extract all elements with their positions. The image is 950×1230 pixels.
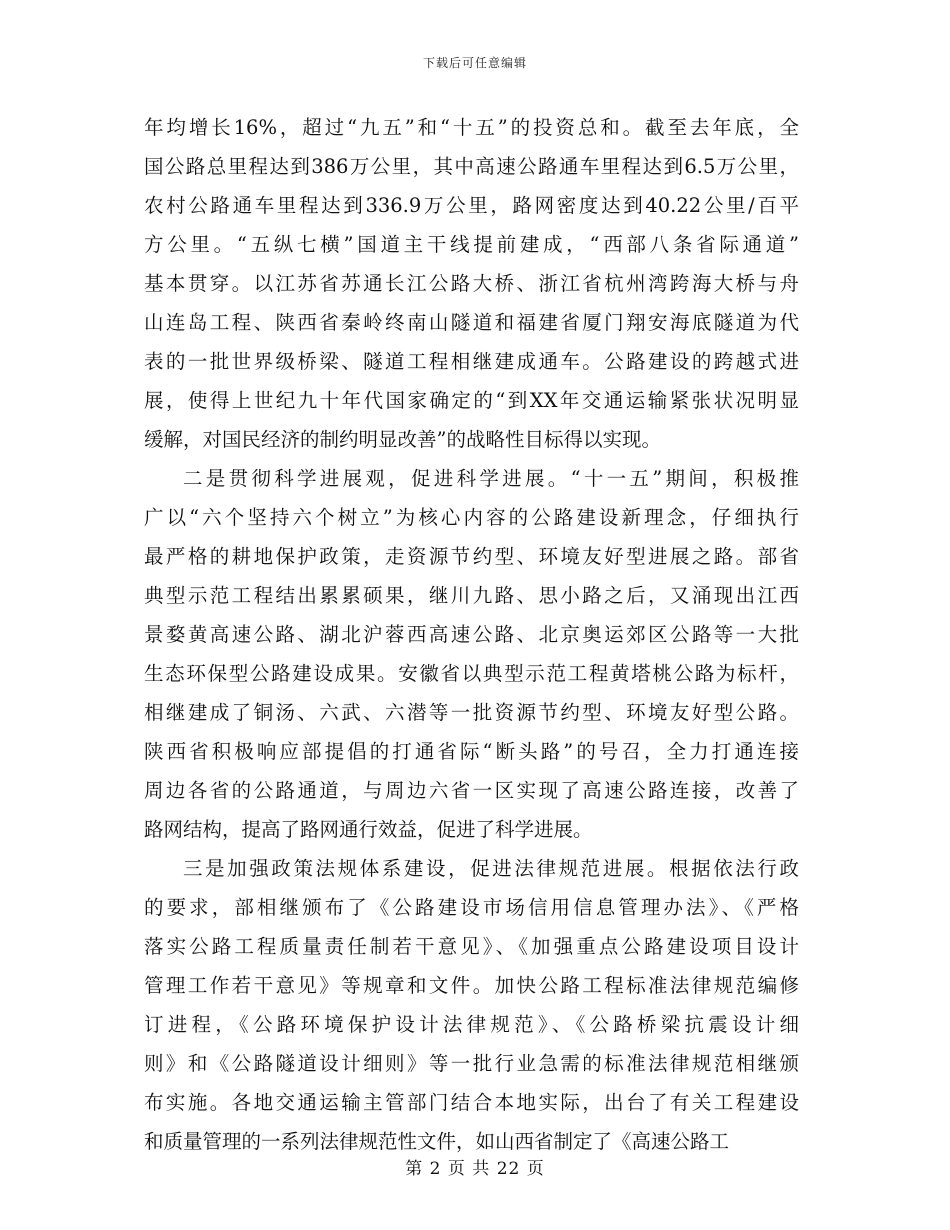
text-line: 三是加强政策法规体系建设，促进法律规范进展。根据依法行政 <box>183 857 799 880</box>
text-line: 则》和《公路隧道设计细则》等一批行业急需的标准法律规范相继颁 <box>144 1052 799 1075</box>
text-line: 山连岛工程、陕西省秦岭终南山隧道和福建省厦门翔安海底隧道为代 <box>144 311 799 334</box>
text-line: 表的一批世界级桥梁、隧道工程相继建成通车。公路建设的跨越式进 <box>144 350 799 373</box>
page-number-footer: 第 2 页 共 22 页 <box>405 1159 545 1179</box>
page-header: 下载后可任意编辑 <box>422 56 527 70</box>
text-line: 最严格的耕地保护政策，走资源节约型、环境友好型进展之路。部省 <box>144 545 799 568</box>
paragraph <box>144 459 799 849</box>
text-line: 订进程，《公路环境保护设计法律规范》、《公路桥梁抗震设计细 <box>144 1013 799 1036</box>
text-line: 相继建成了铜汤、六武、六潜等一批资源节约型、环境友好型公路。 <box>144 701 799 724</box>
text-line: 管理工作若干意见》等规章和文件。加快公路工程标准法律规范编修 <box>144 974 799 997</box>
text-line: 周边各省的公路通道，与周边六省一区实现了高速公路连接，改善了 <box>144 779 799 802</box>
text-line: 农村公路通车里程达到336.9万公里，路网密度达到40.22公里/百平 <box>144 194 799 217</box>
text-line: 缓解，对国民经济的制约明显改善”的战略性目标得以实现。 <box>144 428 661 451</box>
paragraph <box>144 849 799 1161</box>
text-line: 广以“六个坚持六个树立”为核心内容的公路建设新理念，仔细执行 <box>144 506 799 529</box>
text-line: 布实施。各地交通运输主管部门结合本地实际，出台了有关工程建设 <box>144 1091 799 1114</box>
paragraph <box>144 108 799 459</box>
text-line: 景婺黄高速公路、湖北沪蓉西高速公路、北京奥运郊区公路等一大批 <box>144 623 799 646</box>
text-line: 的要求，部相继颁布了《公路建设市场信用信息管理办法》、《严格 <box>144 896 799 919</box>
text-line: 陕西省积极响应部提倡的打通省际“断头路”的号召，全力打通连接 <box>144 740 799 763</box>
text-line: 国公路总里程达到386万公里，其中高速公路通车里程达到6.5万公里， <box>144 155 799 178</box>
text-line: 二是贯彻科学进展观，促进科学进展。“十一五”期间，积极推 <box>183 467 799 490</box>
text-line: 年均增长16%，超过“九五”和“十五”的投资总和。截至去年底，全 <box>144 116 799 139</box>
text-line: 方公里。“五纵七横”国道主干线提前建成，“西部八条省际通道” <box>144 233 799 256</box>
text-line: 生态环保型公路建设成果。安徽省以典型示范工程黄塔桃公路为标杆， <box>144 662 799 685</box>
text-line: 落实公路工程质量责任制若干意见》、《加强重点公路建设项目设计 <box>144 935 799 958</box>
document-body <box>144 108 799 1161</box>
text-line: 典型示范工程结出累累硕果，继川九路、思小路之后，又涌现出江西 <box>144 584 799 607</box>
text-line: 和质量管理的一系列法律规范性文件，如山西省制定了《高速公路工 <box>144 1130 730 1153</box>
text-line: 基本贯穿。以江苏省苏通长江公路大桥、浙江省杭州湾跨海大桥与舟 <box>144 272 799 295</box>
text-line: 路网结构，提高了路网通行效益，促进了科学进展。 <box>144 818 593 841</box>
text-line: 展，使得上世纪九十年代国家确定的“到XX年交通运输紧张状况明显 <box>144 389 799 412</box>
